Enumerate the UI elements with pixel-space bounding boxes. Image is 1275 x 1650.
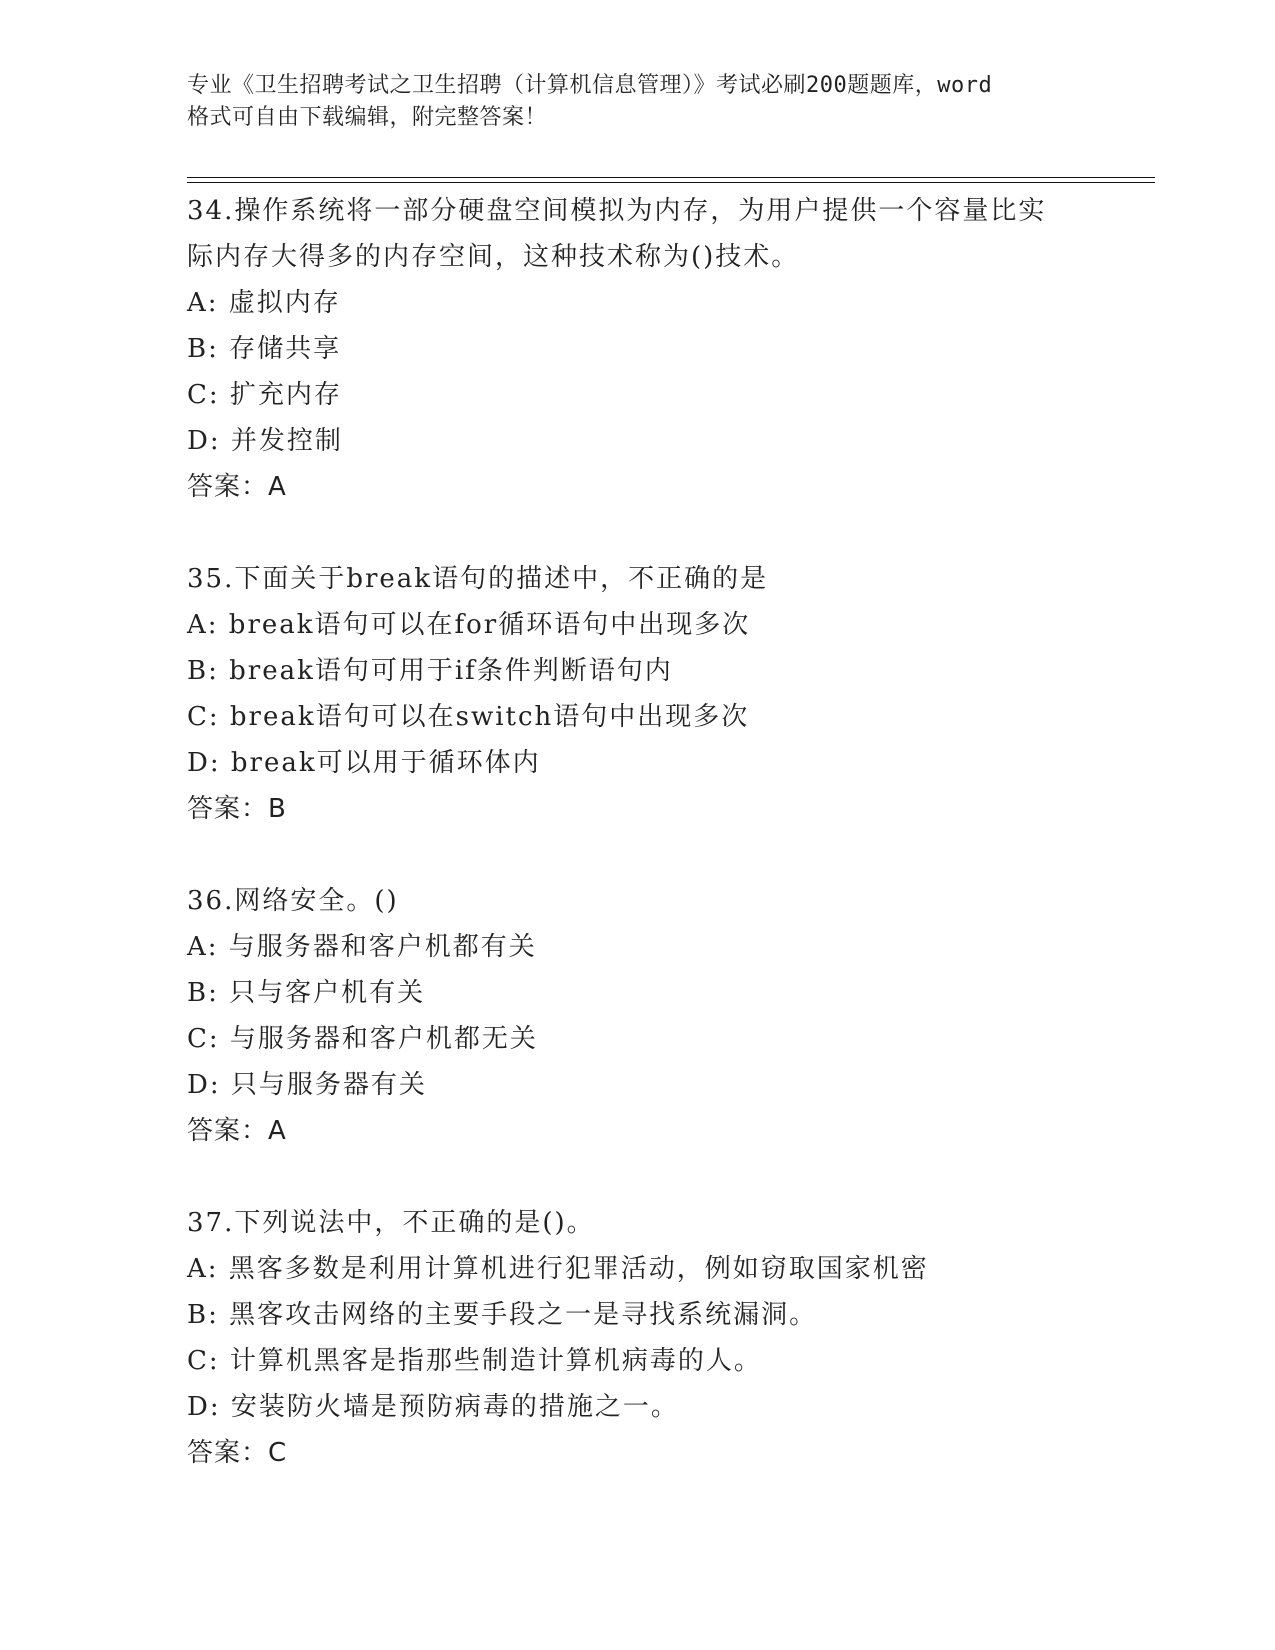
option-a: A: 虚拟内存	[187, 288, 341, 318]
option-d: D: 并发控制	[187, 426, 343, 456]
option-c: C: 扩充内存	[187, 380, 342, 410]
option-b: B: break语句可用于if条件判断语句内	[187, 656, 673, 686]
option-c: C: break语句可以在switch语句中出现多次	[187, 702, 750, 732]
option-c: C: 计算机黑客是指那些制造计算机病毒的人。	[187, 1346, 762, 1376]
question-text: 34.操作系统将一部分硬盘空间模拟为内存，为用户提供一个容量比实	[187, 196, 1047, 226]
option-b: B: 黑客攻击网络的主要手段之一是寻找系统漏洞。	[187, 1300, 818, 1330]
answer: 答案：C	[187, 1438, 288, 1468]
option-b: B: 存储共享	[187, 334, 342, 364]
question-36	[187, 878, 1155, 1154]
option-d: D: 只与服务器有关	[187, 1070, 427, 1100]
question-text: 际内存大得多的内存空间，这种技术称为()技术。	[187, 242, 800, 272]
header-divider-top	[187, 177, 1155, 178]
question-37	[187, 1200, 1155, 1476]
option-a: A: 与服务器和客户机都有关	[187, 932, 537, 962]
question-text: 36.网络安全。()	[187, 886, 399, 916]
answer: 答案：B	[187, 794, 287, 824]
question-35	[187, 556, 1155, 832]
answer: 答案：A	[187, 1116, 287, 1146]
document-header	[187, 70, 1087, 134]
question-34	[187, 188, 1155, 510]
question-list	[187, 188, 1155, 1522]
question-text: 37.下列说法中，不正确的是()。	[187, 1208, 595, 1238]
header-line-2: 格式可自由下载编辑，附完整答案！	[187, 105, 548, 130]
question-text: 35.下面关于break语句的描述中，不正确的是	[187, 564, 769, 594]
option-a: A: 黑客多数是利用计算机进行犯罪活动，例如窃取国家机密	[187, 1254, 929, 1284]
option-a: A: break语句可以在for循环语句中出现多次	[187, 610, 751, 640]
option-b: B: 只与客户机有关	[187, 978, 426, 1008]
option-c: C: 与服务器和客户机都无关	[187, 1024, 538, 1054]
option-d: D: 安装防火墙是预防病毒的措施之一。	[187, 1392, 679, 1422]
option-d: D: break可以用于循环体内	[187, 748, 541, 778]
header-line-1: 专业《卫生招聘考试之卫生招聘（计算机信息管理）》考试必刷200题题库，word	[187, 73, 993, 98]
header-divider-bottom	[187, 182, 1155, 183]
answer: 答案：A	[187, 472, 287, 502]
